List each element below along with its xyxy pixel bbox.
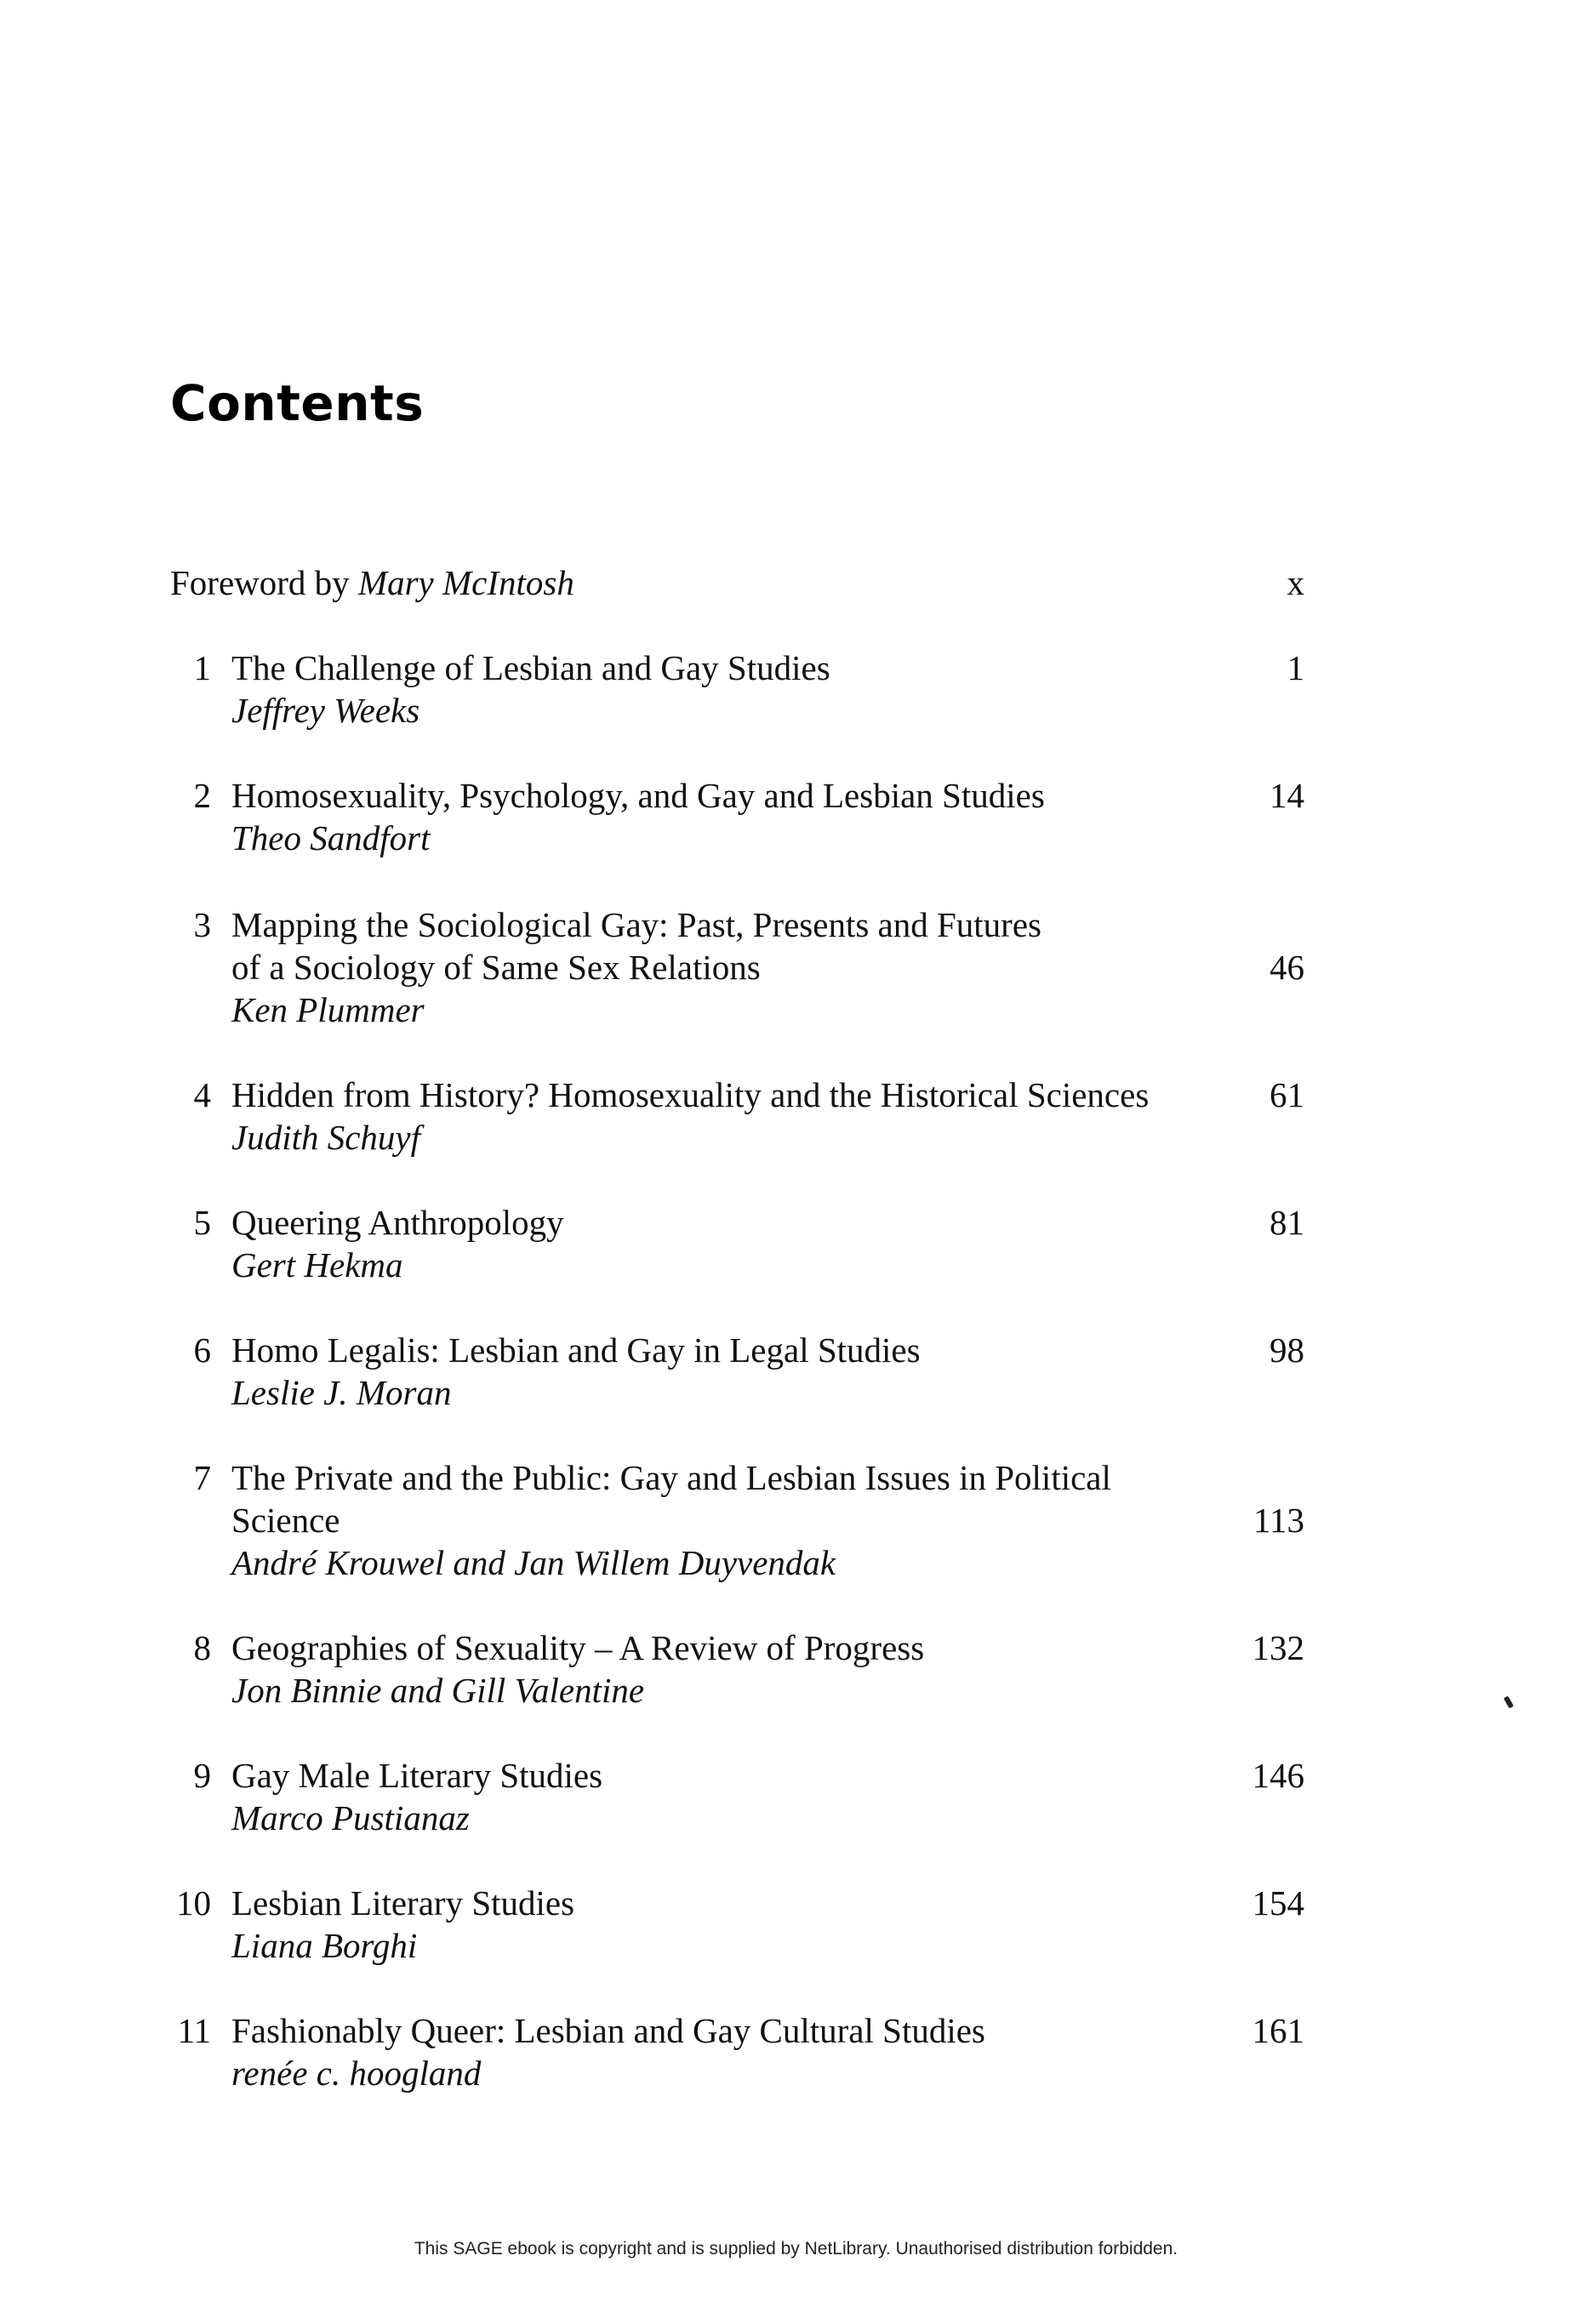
chapter-body xyxy=(231,903,1252,1031)
chapter-title-line: Gay Male Literary Studies xyxy=(231,1756,603,1795)
chapter-author: Jon Binnie and Gill Valentine xyxy=(231,1671,645,1710)
chapter-title-line: Lesbian Literary Studies xyxy=(231,1883,575,1922)
chapter-page-number: 154 xyxy=(1252,1883,1304,1922)
chapter-author: Ken Plummer xyxy=(231,990,425,1029)
chapter-page-number: 146 xyxy=(1252,1756,1304,1795)
chapter-page-number: 61 xyxy=(1270,1075,1304,1114)
chapter-title xyxy=(231,903,1252,988)
chapter-title xyxy=(231,1882,1252,1924)
chapter-number: 2 xyxy=(193,776,211,815)
chapter-number: 5 xyxy=(193,1203,211,1242)
chapter-number: 3 xyxy=(193,905,211,944)
page-title: Contents xyxy=(170,374,425,432)
chapter-number: 9 xyxy=(193,1756,211,1795)
chapter-title-line: Geographies of Sexuality – A Review of Progress xyxy=(231,1628,925,1667)
chapter-body xyxy=(231,1754,1252,1839)
chapter-title xyxy=(231,647,1252,689)
chapter-page-number: 113 xyxy=(1253,1501,1304,1540)
chapter-title xyxy=(231,1329,1252,1371)
chapter-page-number: 98 xyxy=(1270,1330,1304,1370)
chapter-author: renée c. hoogland xyxy=(231,2053,482,2093)
chapter-title-line: Queering Anthropology xyxy=(231,1203,564,1242)
chapter-title xyxy=(231,1456,1252,1541)
chapter-body xyxy=(231,1626,1252,1712)
chapter-title-line: Hidden from History? Homosexuality and the Historical Sciences xyxy=(231,1075,1150,1114)
chapter-title-line: of a Sociology of Same Sex Relations xyxy=(231,948,761,987)
chapter-page-number: 161 xyxy=(1252,2011,1304,2050)
chapter-page-number: 81 xyxy=(1270,1203,1304,1242)
chapter-number: 7 xyxy=(193,1458,211,1497)
chapter-number: 1 xyxy=(193,648,211,687)
chapter-title-line: The Private and the Public: Gay and Lesbian Issues in Political xyxy=(231,1458,1111,1497)
foreword-author: Mary McIntosh xyxy=(357,563,574,602)
chapter-body xyxy=(231,1882,1252,1967)
chapter-body xyxy=(231,2009,1252,2094)
chapter-title-line: Mapping the Sociological Gay: Past, Presents and Futures xyxy=(231,905,1041,944)
chapter-number: 4 xyxy=(193,1075,211,1114)
foreword-label: Foreword by xyxy=(170,563,358,602)
chapter-page-number: 46 xyxy=(1270,948,1304,987)
chapter-title xyxy=(231,1626,1252,1669)
chapter-title xyxy=(231,774,1252,817)
chapter-number: 10 xyxy=(176,1883,211,1922)
foreword-page-number: x xyxy=(1287,563,1304,602)
chapter-author: Jeffrey Weeks xyxy=(231,691,420,730)
chapter-body xyxy=(231,1074,1252,1159)
chapter-page-number: 14 xyxy=(1270,776,1304,815)
chapter-body xyxy=(231,774,1252,859)
chapter-title xyxy=(231,2009,1252,2052)
chapter-title xyxy=(231,1201,1252,1244)
chapter-page-number: 1 xyxy=(1287,648,1304,687)
chapter-number: 11 xyxy=(177,2011,211,2050)
chapter-body xyxy=(231,1456,1252,1584)
chapter-title-line: The Challenge of Lesbian and Gay Studies xyxy=(231,648,830,687)
chapter-author: Gert Hekma xyxy=(231,1245,403,1284)
chapter-number: 6 xyxy=(193,1330,211,1370)
chapter-title-line: Science xyxy=(231,1501,340,1540)
chapter-page-number: 132 xyxy=(1252,1628,1304,1667)
chapter-number: 8 xyxy=(193,1628,211,1667)
chapter-author: André Krouwel and Jan Willem Duyvendak xyxy=(231,1543,836,1582)
chapter-body xyxy=(231,1201,1252,1286)
chapter-title xyxy=(231,1754,1252,1797)
chapter-author: Marco Pustianaz xyxy=(231,1798,470,1837)
chapter-author: Liana Borghi xyxy=(231,1926,418,1965)
chapter-title-line: Homo Legalis: Lesbian and Gay in Legal Studies xyxy=(231,1330,921,1370)
chapter-author: Leslie J. Moran xyxy=(231,1373,452,1412)
chapter-title xyxy=(231,1074,1252,1116)
chapter-title-line: Homosexuality, Psychology, and Gay and Lesbian Studies xyxy=(231,776,1045,815)
foreword-entry xyxy=(170,561,1310,604)
chapter-body xyxy=(231,647,1252,732)
chapter-title-line: Fashionably Queer: Lesbian and Gay Cultural Studies xyxy=(231,2011,985,2050)
chapter-author: Judith Schuyf xyxy=(231,1118,421,1157)
chapter-body xyxy=(231,1329,1252,1414)
chapter-author: Theo Sandfort xyxy=(231,818,431,857)
copyright-footer: This SAGE ebook is copyright and is supplied by NetLibrary. Unauthorised distribution forbidden. xyxy=(414,2239,1178,2258)
scan-speck xyxy=(1504,1695,1514,1708)
